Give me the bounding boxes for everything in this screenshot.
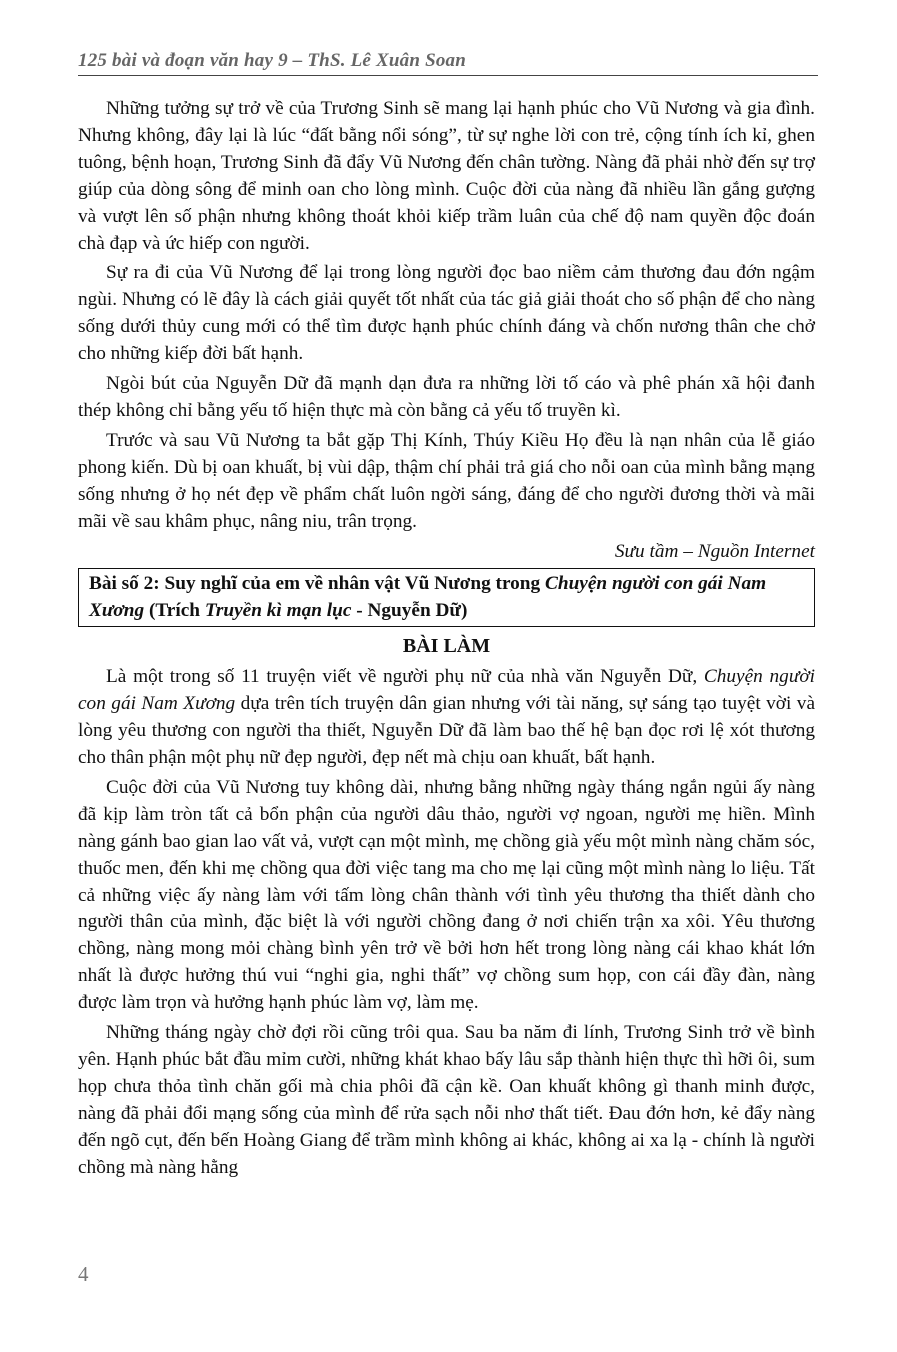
essay-paragraph xyxy=(78,664,815,772)
exercise-collection-title: Truyền kì mạn lục xyxy=(204,600,352,622)
paragraph: Những tưởng sự trở về của Trương Sinh sẽ mang lại hạnh phúc cho Vũ Nương và gia đình. Nhưng không, đây lại là lúc “đất bằng nổi sóng”, từ sự nghe lời con trẻ, cộng tính ích kỉ, ghen tuông, bệnh hoạn, Trương Sinh đã đẩy Vũ Nương đến chân tường. Nàng đã phải nhờ đến sự trợ giúp của dòng sông để minh oan cho lòng mình. Cuộc đời của nàng đã nhiều lần gắng gượng và vượt lên số phận nhưng không thoát khỏi kiếp trầm luân của chế độ nam quyền độc đoán chà đạp và ức hiếp con người. xyxy=(78,98,815,254)
section-heading: BÀI LÀM xyxy=(402,635,491,658)
exercise-title-prefix: Bài số 2: Suy nghĩ của em về nhân vật Vũ Nương trong xyxy=(89,573,545,595)
essay-text: dựa trên tích truyện dân gian nhưng với tài năng, sự sáng tạo tuyệt vời và lòng yêu thương con người tha thiết, Nguyễn Dữ đã làm bao thế hệ bạn đọc rơi lệ xót thương cho thân phận một phụ nữ đẹp người, đẹp nết mà chịu oan khuất, bất hạnh. xyxy=(78,693,816,769)
essay-text: Là một trong số 11 truyện viết về người phụ nữ của nhà văn Nguyễn Dữ, xyxy=(106,666,704,688)
paragraph: Ngòi bút của Nguyễn Dữ đã mạnh dạn đưa ra những lời tố cáo và phê phán xã hội đanh thép không chỉ bằng yếu tố hiện thực mà còn bằng cả yếu tố truyền kì. xyxy=(78,373,815,421)
essay-paragraph: Những tháng ngày chờ đợi rồi cũng trôi qua. Sau ba năm đi lính, Trương Sinh trở về bình yên. Hạnh phúc bắt đầu mỉm cười, những khát khao bấy lâu sắp thành hiện thực thì hỡi ôi, sum họp chưa thỏa tình chăn gối mà chia phôi đã cận kề. Oan khuất không gì thanh minh được, nàng đã phải đổi mạng sống của mình để rửa sạch nỗi nhơ thất tiết. Đau đớn hơn, kẻ đẩy nàng đến ngõ cụt, đến bến Hoàng Giang để trầm mình không ai khác, không ai xa lạ - chính là người chồng mà nàng hằng xyxy=(78,1022,815,1178)
essay-work-title: Chuyện người con gái Nam Xương xyxy=(78,666,815,715)
exercise-work-title: Chuyện người con gái Nam Xương xyxy=(89,573,767,622)
paragraph: Trước và sau Vũ Nương ta bắt gặp Thị Kính, Thúy Kiều Họ đều là nạn nhân của lễ giáo phong kiến. Dù bị oan khuất, bị vùi dập, thậm chí phải trả giá cho nỗi oan của mình bằng mạng sống nhưng ở họ nét đẹp về phẩm chất luôn ngời sáng, đáng để cho người đương thời và mãi mãi về sau khâm phục, nâng niu, trân trọng. xyxy=(78,429,815,532)
page-number: 4 xyxy=(78,1262,89,1286)
paragraph: Sự ra đi của Vũ Nương để lại trong lòng người đọc bao niềm cảm thương đau đớn ngậm ngùi. Nhưng có lẽ đây là cách giải quyết tốt nhất của tác giả giải thoát cho số phận để cho nàng sống dưới thủy cung mới có thể tìm được hạnh phúc chính đáng và chốn nương thân che chở cho những kiếp đời bất hạnh. xyxy=(78,262,815,365)
exercise-title-box xyxy=(78,568,815,627)
exercise-title-mid: (Trích xyxy=(144,600,205,622)
header-rule xyxy=(78,75,818,76)
running-header: 125 bài và đoạn văn hay 9 – ThS. Lê Xuân Soan xyxy=(78,50,466,71)
page-content xyxy=(78,96,815,1182)
source-citation: Sưu tầm – Nguồn Internet xyxy=(614,540,815,562)
exercise-title-suffix: - Nguyễn Dữ) xyxy=(351,600,468,622)
essay-paragraph: Cuộc đời của Vũ Nương tuy không dài, nhưng bằng những ngày tháng ngắn ngủi ấy nàng đã kịp làm tròn tất cả bổn phận của người dâu thảo, người vợ ngoan, người mẹ hiền. Mình nàng gánh bao gian lao vất vả, vượt cạn một mình, mẹ chồng già yếu một mình nàng chăm sóc, thuốc men, đến khi mẹ chồng qua đời việc tang ma cho mẹ lại cũng một mình nàng lo liệu. Tất cả những việc ấy nàng làm với tấm lòng chân thành với tình yêu thương tha thiết dành cho người thân của mình, đặc biệt là với người chồng đang ở nơi chiến trận xa xôi. Yêu thương chồng, nàng mong mỏi chàng bình yên trở về bởi hơn hết trong lòng nàng cái khao khát lớn nhất là được hưởng thú vui “nghi gia, nghi thất” vợ chồng sum họp, con cái đầy đàn, nàng được làm trọn và hưởng hạnh phúc làm vợ, làm mẹ. xyxy=(78,776,815,1014)
